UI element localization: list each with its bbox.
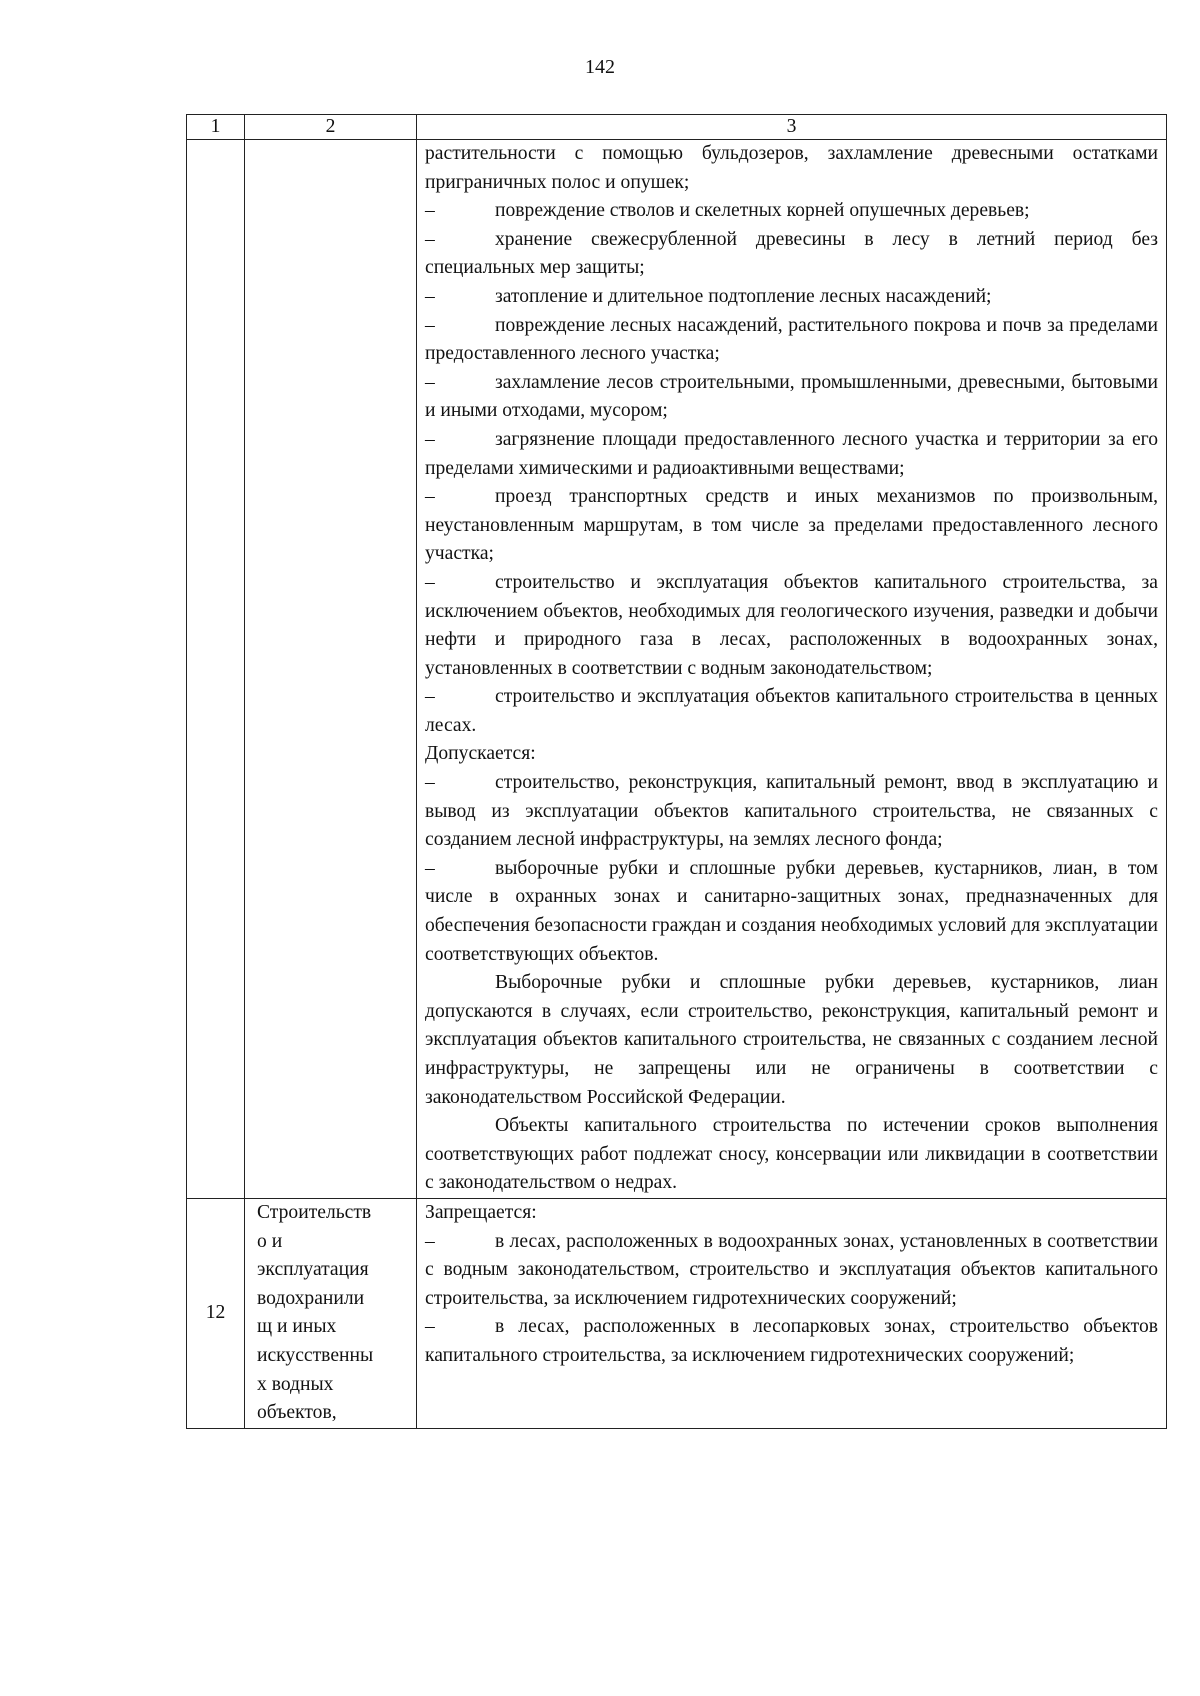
bullet-dash: – xyxy=(425,686,435,708)
bullet-text: в лесах, расположенных в водоохранных зонах, установленных в соответствии с водным законодательством, строительство и эксплуатация объектов капитального строительства, за исключением гидротехнических сооружений; xyxy=(425,1230,1158,1309)
bullet-item xyxy=(425,226,1158,283)
row-name-line: искусственны xyxy=(257,1344,374,1366)
bullet-dash: – xyxy=(425,571,435,593)
row-name-empty xyxy=(245,140,417,1199)
bullet-item xyxy=(425,426,1158,483)
bullet-text: выборочные рубки и сплошные рубки деревьев, кустарников, лиан, в том числе в охранных зонах и санитарно-защитных зонах, предназначенных для обеспечения безопасности граждан и создания необходимых условий для эксплуатации соответствующих объектов. xyxy=(425,857,1158,965)
bullet-dash: – xyxy=(425,1316,435,1338)
bullet-dash: – xyxy=(425,228,435,250)
bullet-item xyxy=(425,1313,1158,1370)
bullet-dash: – xyxy=(425,371,435,393)
row-name-line: эксплуатация xyxy=(257,1259,369,1281)
paragraph: Запрещается: xyxy=(425,1201,537,1223)
row-name-line: о и xyxy=(257,1230,283,1252)
bullet-text: повреждение стволов и скелетных корней опушечных деревьев; xyxy=(495,200,1030,222)
row-name-line: х водных xyxy=(257,1373,334,1395)
bullet-text: строительство и эксплуатация объектов капитального строительства в ценных лесах. xyxy=(425,686,1158,736)
bullet-text: повреждение лесных насаждений, растительного покрова и почв за пределами предоставленного лесного участка; xyxy=(425,314,1158,365)
bullet-text: загрязнение площади предоставленного лесного участка и территории за его пределами химическими и радиоактивными веществами; xyxy=(425,428,1158,479)
bullet-item xyxy=(425,1228,1158,1314)
paragraph: Объекты капитального строительства по истечении сроков выполнения соответствующих работ подлежат сносу, консервации или ликвидации в соответствии с законодательством о недрах. xyxy=(425,1115,1158,1194)
row-number: 12 xyxy=(187,1198,245,1428)
header-col-3: 3 xyxy=(417,115,1167,140)
bullet-item xyxy=(425,312,1158,369)
row-name-line: Строительств xyxy=(257,1201,372,1223)
bullet-text: в лесах, расположенных в лесопарковых зонах, строительство объектов капитального строительства, за исключением гидротехнических сооружений; xyxy=(425,1316,1158,1366)
page-number: 142 xyxy=(585,56,615,78)
row-content xyxy=(417,140,1167,1199)
bullet-text: проезд транспортных средств и иных механизмов по произвольным, неустановленным маршрутам, в том числе за пределами предоставленного лесного участка; xyxy=(425,486,1158,565)
bullet-item xyxy=(425,283,1158,312)
row-name-line: объектов, xyxy=(257,1402,337,1424)
paragraph: растительности с помощью бульдозеров, захламление древесными остатками приграничных полос и опушек; xyxy=(425,143,1158,193)
bullet-text: хранение свежесрубленной древесины в лесу в летний период без специальных мер защиты; xyxy=(425,228,1158,279)
table-header-row xyxy=(187,115,1167,140)
header-col-1: 1 xyxy=(187,115,245,140)
bullet-item xyxy=(425,769,1158,855)
paragraph: Выборочные рубки и сплошные рубки деревьев, кустарников, лиан допускаются в случаях, если строительство, реконструкция, капитальный ремонт и эксплуатация объектов капитального строительства, не связанных с созданием лесной инфраструктуры, не запрещены или не ограничены в соответствии с законодательством Российской Федерации. xyxy=(425,972,1158,1108)
bullet-item xyxy=(425,483,1158,569)
bullet-dash: – xyxy=(425,1230,435,1252)
bullet-item xyxy=(425,683,1158,740)
bullet-dash: – xyxy=(425,857,435,879)
row-name-line: водохранили xyxy=(257,1287,365,1309)
row-number-empty xyxy=(187,140,245,1199)
bullet-item xyxy=(425,855,1158,969)
table-row-12 xyxy=(187,1198,1167,1428)
bullet-text: затопление и длительное подтопление лесных насаждений; xyxy=(495,285,992,307)
row-name xyxy=(245,1198,417,1428)
document-table xyxy=(186,114,1167,1429)
table-row-continued xyxy=(187,140,1167,1199)
row-content xyxy=(417,1198,1167,1428)
bullet-dash: – xyxy=(425,200,435,222)
bullet-item xyxy=(425,569,1158,683)
bullet-dash: – xyxy=(425,772,435,794)
bullet-item xyxy=(425,369,1158,426)
bullet-text: захламление лесов строительными, промышленными, древесными, бытовыми и иными отходами, мусором; xyxy=(425,371,1158,422)
bullet-dash: – xyxy=(425,314,435,336)
bullet-dash: – xyxy=(425,486,435,508)
bullet-item xyxy=(425,197,1158,226)
bullet-dash: – xyxy=(425,428,435,450)
bullet-text: строительство, реконструкция, капитальный ремонт, ввод в эксплуатацию и вывод из эксплуатации объектов капитального строительства, не связанных с созданием лесной инфраструктуры, на землях лесного фонда; xyxy=(425,772,1158,851)
bullet-text: строительство и эксплуатация объектов капитального строительства, за исключением объектов, необходимых для геологического изучения, разведки и добычи нефти и природного газа в лесах, расположенных в водоохранных зонах, установленных в соответствии с водным законодательством; xyxy=(425,571,1158,679)
header-col-2: 2 xyxy=(245,115,417,140)
paragraph: Допускается: xyxy=(425,743,536,765)
bullet-dash: – xyxy=(425,285,435,307)
row-name-line: щ и иных xyxy=(257,1316,337,1338)
